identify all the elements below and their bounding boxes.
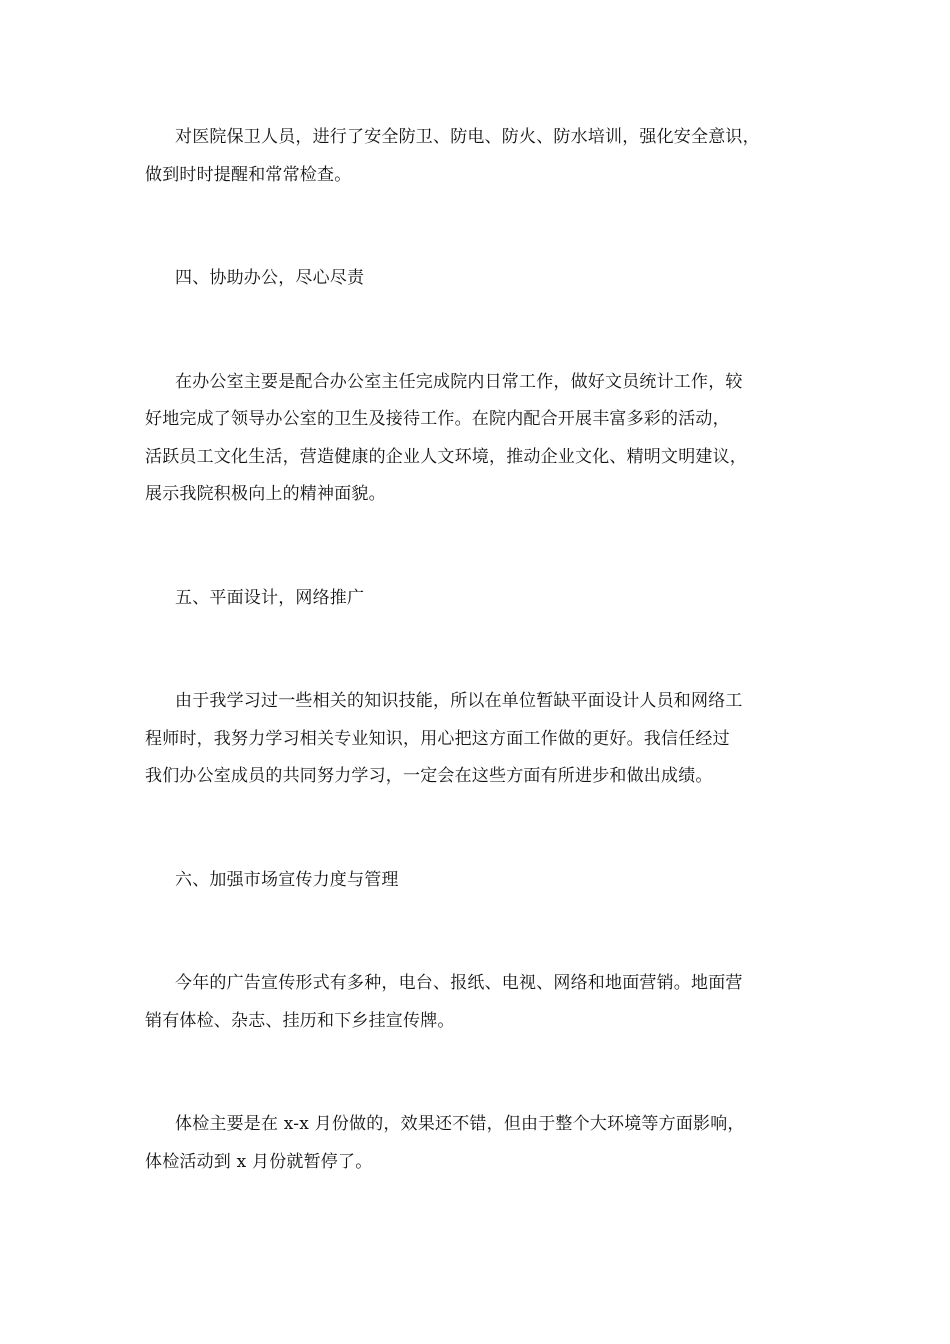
paragraph-line: 做到时时提醒和常常检查。 xyxy=(145,165,352,185)
paragraph-line: 对医院保卫人员，进行了安全防卫、防电、防火、防水培训，强化安全意识， xyxy=(175,127,760,147)
paragraph-line: 今年的广告宣传形式有多种，电台、报纸、电视、网络和地面营销。地面营 xyxy=(175,973,743,993)
paragraph-line: 好地完成了领导办公室的卫生及接待工作。在院内配合开展丰富多彩的活动， xyxy=(145,409,730,429)
section-heading: 四、协助办公，尽心尽责 xyxy=(175,268,365,288)
section-heading: 五、平面设计，网络推广 xyxy=(175,588,365,608)
paragraph-line: 在办公室主要是配合办公室主任完成院内日常工作，做好文员统计工作，较 xyxy=(175,372,743,392)
paragraph-line: 程师时，我努力学习相关专业知识，用心把这方面工作做的更好。我信任经过 xyxy=(145,729,730,749)
paragraph-line: 体检活动到 x 月份就暂停了。 xyxy=(145,1152,373,1172)
paragraph-line: 展示我院积极向上的精神面貌。 xyxy=(145,484,386,504)
paragraph-line: 销有体检、杂志、挂历和下乡挂宣传牌。 xyxy=(145,1011,455,1031)
paragraph-line: 我们办公室成员的共同努力学习，一定会在这些方面有所进步和做出成绩。 xyxy=(145,766,713,786)
section-heading: 六、加强市场宣传力度与管理 xyxy=(175,870,399,890)
paragraph-line: 体检主要是在 x-x 月份做的，效果还不错，但由于整个大环境等方面影响， xyxy=(175,1114,745,1134)
paragraph-line: 由于我学习过一些相关的知识技能，所以在单位暂缺平面设计人员和网络工 xyxy=(175,691,743,711)
paragraph-line: 活跃员工文化生活，营造健康的企业人文环境，推动企业文化、精明文明建议， xyxy=(145,447,747,467)
